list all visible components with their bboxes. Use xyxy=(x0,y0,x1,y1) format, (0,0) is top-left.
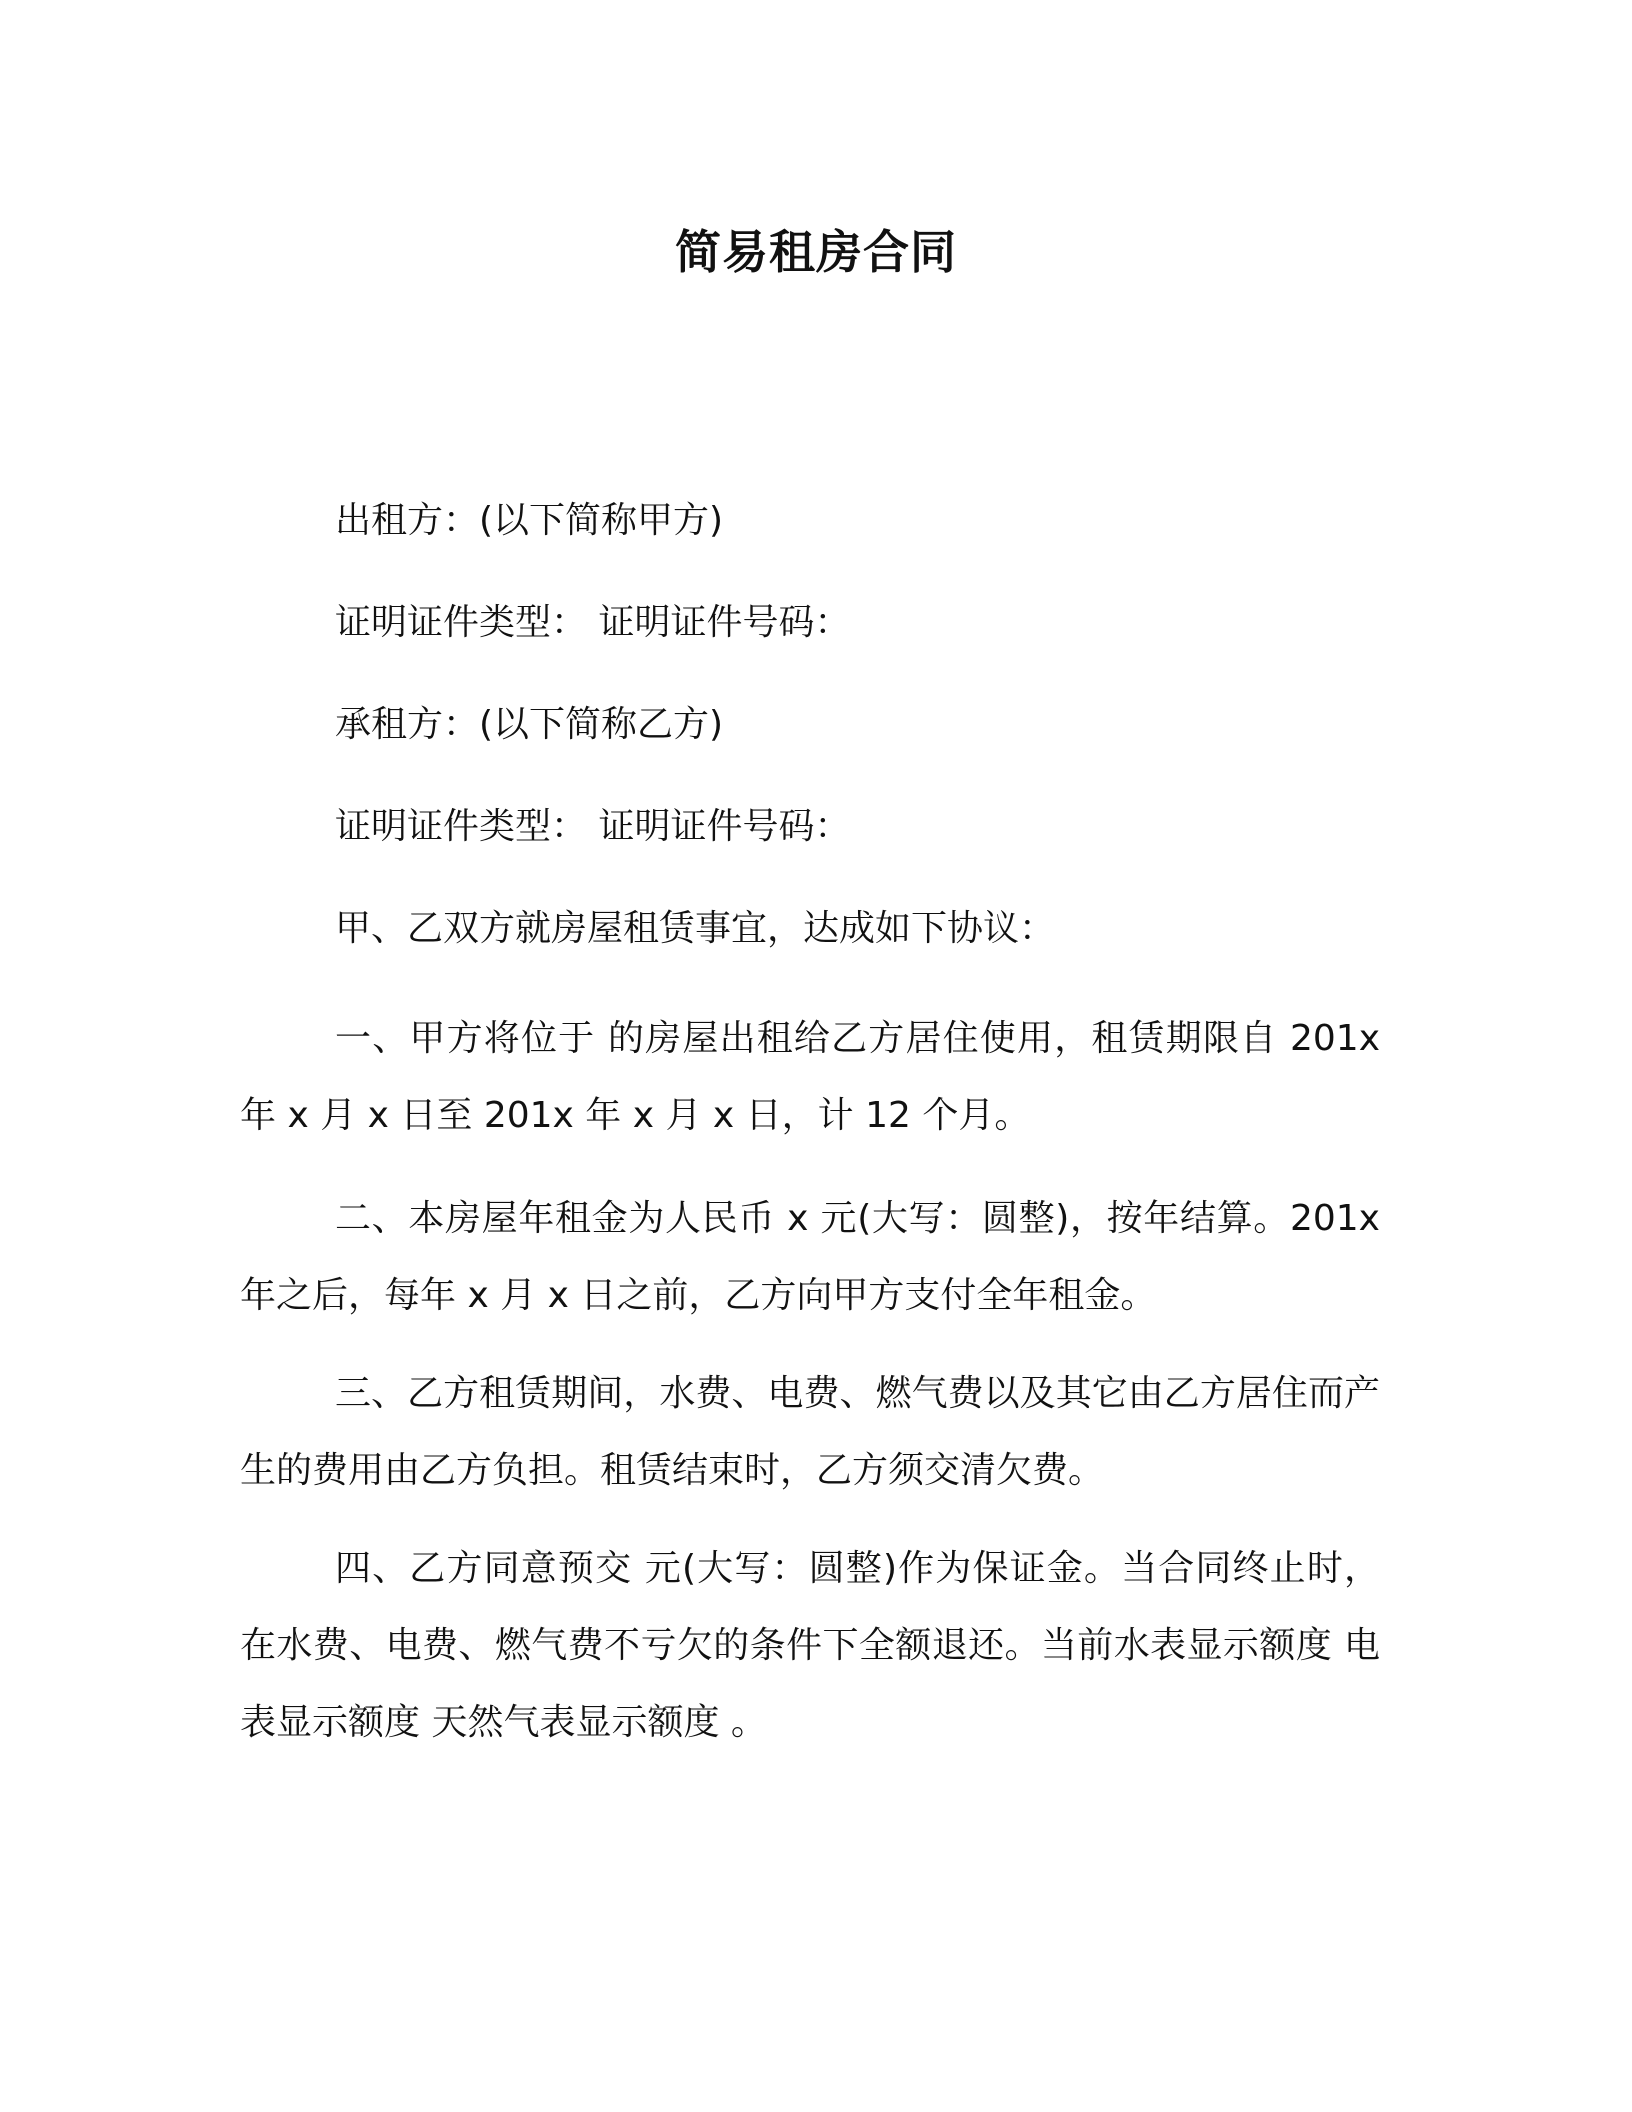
clause-4: 四、乙方同意预交 元(大写：圆整)作为保证金。当合同终止时，在水费、电费、燃气费不亏欠的条件下全额退还。当前水表显示额度 电表显示额度 天然气表显示额度 。 xyxy=(240,1548,1380,1743)
lessor-id-line: 证明证件类型： 证明证件号码： xyxy=(335,602,851,643)
clause-3: 三、乙方租赁期间，水费、电费、燃气费以及其它由乙方居住而产生的费用由乙方负担。租赁结束时，乙方须交清欠费。 xyxy=(240,1373,1380,1491)
agreement-intro: 甲、乙双方就房屋租赁事宜，达成如下协议： xyxy=(335,908,1056,949)
clause-1: 一、甲方将位于 的房屋出租给乙方居住使用，租赁期限自 201x 年 x 月 x 日至 201x 年 x 月 x 日，计 12 个月。 xyxy=(240,1018,1380,1136)
clause-2: 二、本房屋年租金为人民币 x 元(大写：圆整)，按年结算。201x 年之后，每年 x 月 x 日之前，乙方向甲方支付全年租金。 xyxy=(240,1198,1380,1316)
lessee-line: 承租方：(以下简称乙方) xyxy=(335,704,724,745)
lessee-id-line: 证明证件类型： 证明证件号码： xyxy=(335,806,851,847)
lessor-line: 出租方：(以下简称甲方) xyxy=(335,500,724,541)
document-title: 简易租房合同 xyxy=(675,225,957,279)
